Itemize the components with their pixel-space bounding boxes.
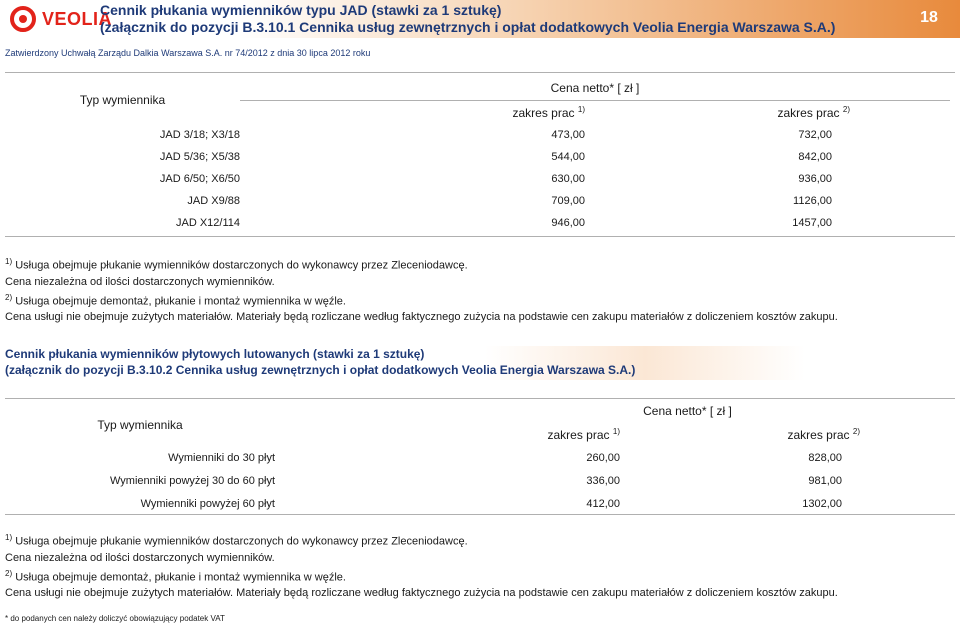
table1-col-price: Cena netto* [ zł ] [240, 76, 950, 100]
section2-title-line2: (załącznik do pozycji B.3.10.2 Cennika usług zewnętrznych i opłat dodatkowych Veolia Energia Warszawa S.A.) [5, 363, 636, 377]
table1-row-r1: 544,00 [551, 151, 585, 163]
table1 [5, 76, 950, 234]
table-row [5, 168, 950, 190]
note2-line2: Cena niezależna od ilości dostarczonych wymienników. [5, 551, 275, 564]
table-row [5, 190, 950, 212]
notes1 [5, 254, 838, 325]
note2-line4: Cena usługi nie obejmuje zużytych materiałów. Materiały będą rozliczane według faktycznego zużycia na podstawie cen zakupu materiałów z doliczeniem kosztów zakupu. [5, 587, 838, 600]
table1-row-type: JAD 3/18; X3/18 [159, 129, 240, 141]
table2 [5, 400, 950, 515]
table-row [5, 492, 950, 515]
page-title-line1: Cennik płukania wymienników typu JAD (stawki za 1 sztukę) [100, 2, 502, 18]
note1-line4: Cena usługi nie obejmuje zużytych materiałów. Materiały będą rozliczane według faktycznego zużycia na podstawie cen zakupu materiałów z doliczeniem kosztów zakupu. [5, 311, 838, 324]
notes2 [5, 530, 838, 601]
note2-line1: $^{1)}$ Usługa obejmuje płukanie wymienników dostarczonych do wykonawcy przez Zleceniodawcę. [5, 533, 468, 548]
table2-row-r2: 981,00 [808, 474, 842, 487]
page-header [0, 0, 960, 38]
note1-line3: $^{2)}$ Usługa obejmuje demontaż, płukanie i montaż wymiennika w węźle. [5, 292, 346, 308]
table2-col-range1: zakres prac $^{1)}$ [547, 426, 620, 442]
table1-row-type: JAD X12/114 [175, 217, 240, 229]
table-row [5, 124, 950, 146]
approval-note: Zatwierdzony Uchwałą Zarządu Dalkia Warszawa S.A. nr 74/2012 z dnia 30 lipca 2012 roku [5, 48, 371, 58]
table2-bottom-rule [5, 514, 955, 515]
table1-row-r2: 1126,00 [793, 195, 832, 207]
table1-bottom-rule [5, 236, 955, 237]
table1-row-r2: 732,00 [798, 129, 832, 141]
veolia-logo-mark-icon [10, 6, 36, 32]
table1-row-type: JAD 5/36; X5/38 [159, 151, 240, 163]
table2-row-r1: 260,00 [586, 451, 620, 464]
table2-row-r2: 1302,00 [802, 497, 842, 510]
table2-row-r2: 828,00 [808, 451, 842, 464]
page-number: 18 [920, 9, 938, 26]
table1-top-rule [5, 72, 955, 73]
table2-row-type: Wymienniki do 30 płyt [168, 451, 275, 464]
table1-row-r1: 630,00 [551, 173, 585, 185]
table2-row-r1: 336,00 [586, 474, 620, 487]
note2-line3: $^{2)}$ Usługa obejmuje demontaż, płukanie i montaż wymiennika w węźle. [5, 568, 346, 584]
note1-line2: Cena niezależna od ilości dostarczonych wymienników. [5, 275, 275, 288]
table1-col-type: Typ wymiennika [79, 93, 166, 107]
table2-col-type: Typ wymiennika [97, 418, 183, 432]
table2-row-r1: 412,00 [586, 497, 620, 510]
veolia-logo [10, 6, 112, 32]
table1-row-r1: 473,00 [551, 129, 585, 141]
table1-row-type: JAD X9/88 [187, 195, 240, 207]
table1-col-range2: zakres prac $^{2)}$ [777, 104, 850, 120]
table2-top-rule [5, 398, 955, 399]
table1-row-r2: 842,00 [798, 151, 832, 163]
section2-title [5, 346, 635, 378]
table-row [5, 212, 950, 234]
table2-col-range2: zakres prac $^{2)}$ [787, 426, 860, 442]
table2-col-price: Cena netto* [ zł ] [643, 404, 732, 418]
table1-col-range1: zakres prac $^{1)}$ [512, 104, 585, 120]
page-title [100, 2, 835, 36]
table1-row-r1: 709,00 [551, 195, 585, 207]
vat-footnote: * do podanych cen należy doliczyć obowiązujący podatek VAT [5, 614, 225, 623]
table-row [5, 469, 950, 492]
page-title-line2: (załącznik do pozycji B.3.10.1 Cennika usług zewnętrznych i opłat dodatkowych Veolia Energia Warszawa S.A.) [100, 19, 836, 35]
table1-row-r2: 936,00 [798, 173, 832, 185]
section2-title-line1: Cennik płukania wymienników płytowych lutowanych (stawki za 1 sztukę) [5, 347, 425, 361]
table1-row-r2: 1457,00 [792, 217, 832, 229]
table-row [5, 146, 950, 168]
note1-line1: $^{1)}$ Usługa obejmuje płukanie wymienników dostarczonych do wykonawcy przez Zleceniodawcę. [5, 257, 468, 272]
table2-row-type: Wymienniki powyżej 30 do 60 płyt [110, 474, 275, 487]
table-row [5, 446, 950, 469]
logo-text: VEOLIA [42, 8, 113, 29]
table1-row-type: JAD 6/50; X6/50 [159, 173, 240, 185]
table2-row-type: Wymienniki powyżej 60 płyt [140, 497, 275, 510]
table1-row-r1: 946,00 [551, 217, 585, 229]
